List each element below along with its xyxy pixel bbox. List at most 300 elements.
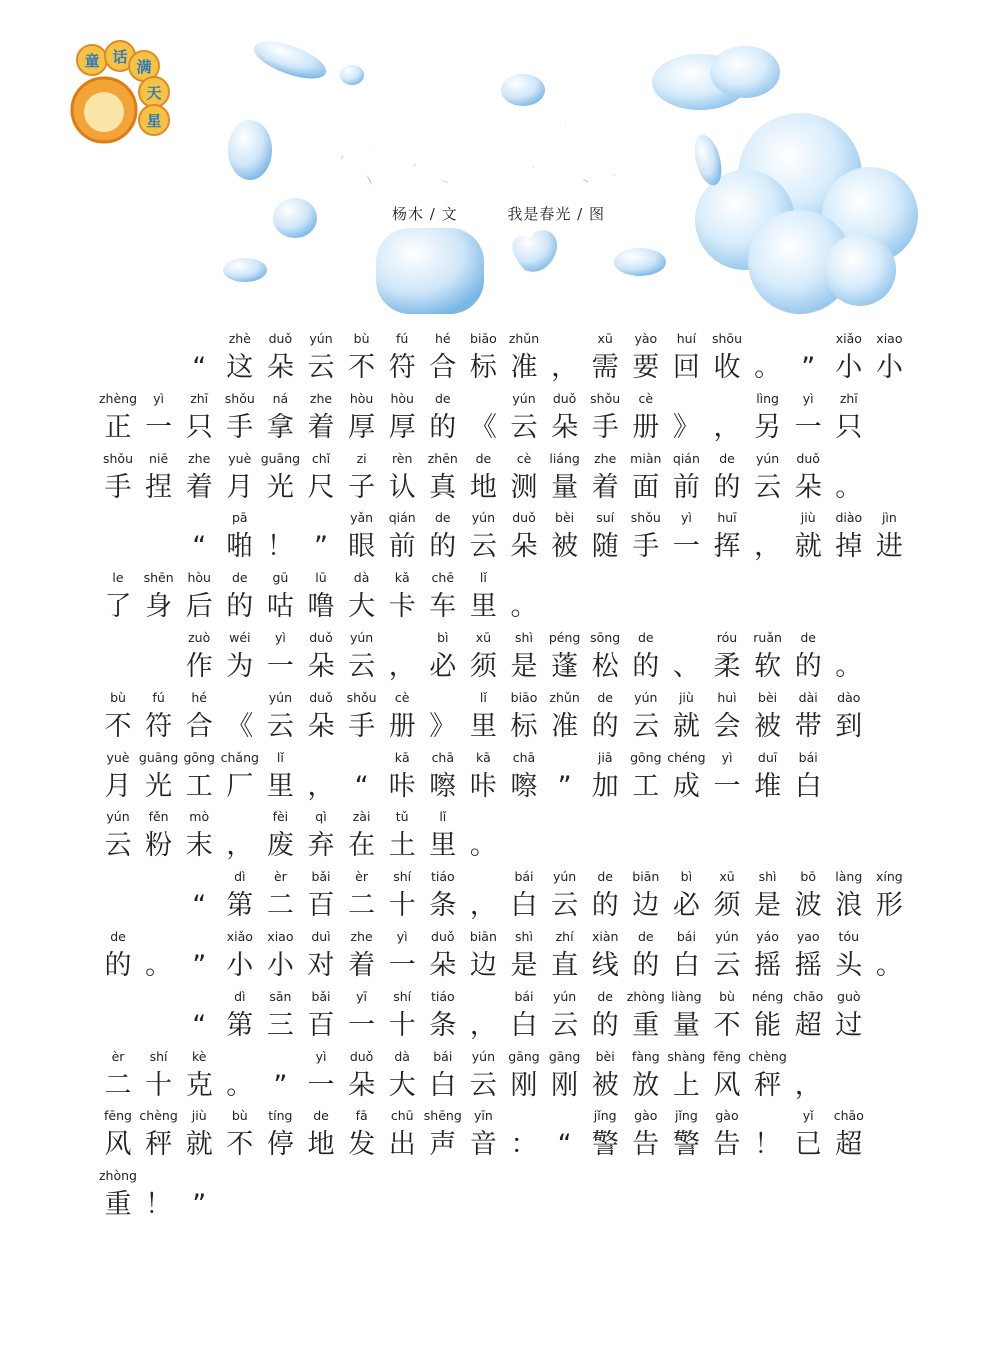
hanzi: 噜 <box>307 591 335 623</box>
hanzi: ， <box>794 1069 822 1101</box>
hanzi: 朵 <box>429 950 457 981</box>
hanzi: 告 <box>713 1129 741 1161</box>
hanzi: 工 <box>632 770 660 802</box>
pinyin: chèng <box>139 1108 178 1124</box>
pinyin: huì <box>717 689 737 705</box>
pinyin: bì <box>437 630 449 645</box>
hanzi: 月 <box>226 471 254 503</box>
hanzi: 堆 <box>754 770 782 802</box>
story-line <box>0 392 1000 452</box>
pinyin: yì <box>680 510 692 526</box>
pinyin: chāo <box>793 988 824 1004</box>
hanzi: 不 <box>104 710 132 742</box>
hanzi: 的 <box>591 710 619 742</box>
pinyin: dào <box>837 689 861 705</box>
hanzi: ， <box>754 531 782 563</box>
hanzi: 光 <box>266 471 294 503</box>
hanzi: 上 <box>672 1069 700 1101</box>
char-cell <box>463 1109 503 1169</box>
hanzi: 册 <box>632 411 660 443</box>
char-cell <box>179 1169 219 1229</box>
pinyin: de <box>597 869 613 885</box>
char-cell <box>869 332 909 392</box>
pinyin: yún <box>634 689 658 705</box>
hanzi: 只 <box>835 411 863 443</box>
hanzi: 云 <box>307 352 335 383</box>
hanzi: 准 <box>510 352 538 383</box>
char-cell <box>179 691 219 751</box>
pinyin: kǎ <box>394 570 410 586</box>
pinyin: gāng <box>508 1048 540 1064</box>
pinyin: liàng <box>671 988 702 1004</box>
hanzi: 重 <box>104 1189 132 1221</box>
hanzi: 后 <box>185 591 213 623</box>
char-cell <box>139 1169 179 1229</box>
pinyin: qì <box>315 809 327 825</box>
logo-char: 童 <box>84 52 100 70</box>
hanzi: 云 <box>348 651 376 682</box>
hanzi: ， <box>469 890 497 922</box>
hanzi: 形 <box>875 890 903 922</box>
hanzi: 能 <box>754 1009 782 1041</box>
pinyin: yì <box>274 630 286 645</box>
pinyin: yún <box>309 331 333 346</box>
hanzi: 停 <box>266 1129 294 1161</box>
hanzi: 咔 <box>469 770 497 802</box>
hanzi: 小 <box>226 950 254 981</box>
pinyin: zhǔn <box>549 689 580 705</box>
hanzi: ！ <box>266 531 294 563</box>
hanzi: 光 <box>145 770 173 802</box>
pinyin: cè <box>394 689 410 705</box>
pinyin: huí <box>676 331 697 346</box>
hanzi: 朵 <box>551 411 579 443</box>
hanzi: 合 <box>185 710 213 742</box>
hanzi: 云 <box>104 830 132 862</box>
pinyin: suí <box>596 510 615 526</box>
hanzi: 粉 <box>145 830 173 862</box>
pinyin: lìng <box>756 390 779 406</box>
pinyin: lǐ <box>276 749 284 765</box>
char-cell <box>829 691 869 751</box>
hanzi: 的 <box>429 411 457 443</box>
story-line <box>0 930 1000 990</box>
hanzi: 告 <box>632 1129 660 1161</box>
pinyin: duǒ <box>268 331 293 346</box>
pinyin: zhe <box>594 450 617 466</box>
story-line <box>0 1050 1000 1110</box>
hanzi: 被 <box>591 1069 619 1101</box>
hanzi: 前 <box>672 471 700 503</box>
pinyin: shǒu <box>224 390 255 406</box>
hanzi: ， <box>388 651 416 682</box>
pinyin: diào <box>835 510 863 526</box>
hanzi: 一 <box>145 411 173 443</box>
story-line <box>0 751 1000 811</box>
pinyin: xū <box>475 630 492 645</box>
pinyin: zhè <box>228 331 251 346</box>
pinyin: chā <box>431 749 455 765</box>
char-cell <box>423 392 463 452</box>
title-char: 朵 <box>385 120 455 202</box>
hanzi: 超 <box>794 1009 822 1041</box>
pinyin: yì <box>315 1048 327 1064</box>
hanzi: ， <box>551 352 579 383</box>
author-credit: 杨木 / 文 <box>392 205 458 223</box>
pinyin: zhe <box>309 390 333 406</box>
hanzi: 白 <box>429 1069 457 1101</box>
hanzi: 废 <box>266 830 294 862</box>
hanzi: 。 <box>226 1069 254 1101</box>
hanzi: 音 <box>469 1129 497 1161</box>
hanzi: 真 <box>429 471 457 503</box>
pinyin: fā <box>355 1108 368 1124</box>
hanzi: 三 <box>266 1009 294 1041</box>
hanzi: 百 <box>307 890 335 922</box>
pinyin: jiù <box>678 689 694 705</box>
pinyin: tiáo <box>430 988 455 1004</box>
char-cell <box>342 631 382 691</box>
char-cell <box>829 452 869 512</box>
pinyin: tóu <box>838 929 860 944</box>
char-cell <box>179 1050 219 1110</box>
pinyin: miàn <box>630 450 662 466</box>
hanzi: 合 <box>429 352 457 383</box>
hanzi: 面 <box>632 471 660 503</box>
hanzi: 回 <box>672 352 700 383</box>
hanzi: 。 <box>835 471 863 503</box>
pinyin: biāo <box>510 689 538 705</box>
hanzi: 。 <box>875 950 903 981</box>
hanzi: 《 <box>226 710 254 742</box>
hanzi: 对 <box>307 950 335 981</box>
hanzi: 大 <box>348 591 376 623</box>
hanzi: 被 <box>754 710 782 742</box>
char-cell <box>504 332 544 392</box>
hanzi: 这 <box>226 352 254 383</box>
hanzi: 眼 <box>348 531 376 563</box>
pinyin: liáng <box>549 450 580 466</box>
hanzi: “ <box>354 770 369 802</box>
hanzi: 的 <box>632 651 660 682</box>
pinyin: bǎi <box>311 988 331 1004</box>
hanzi: 会 <box>713 710 741 742</box>
char-cell <box>788 1050 828 1110</box>
pinyin: zhe <box>350 929 373 944</box>
pinyin: shì <box>515 929 533 944</box>
hanzi: 认 <box>388 471 416 503</box>
hanzi: 需 <box>591 352 619 383</box>
hanzi: 着 <box>307 411 335 443</box>
pinyin: dài <box>798 689 818 705</box>
hanzi: 车 <box>429 591 457 623</box>
hanzi: 是 <box>754 890 782 922</box>
hanzi: 一 <box>794 411 822 443</box>
hanzi: 的 <box>794 651 822 682</box>
char-cell <box>788 452 828 512</box>
pinyin: yún <box>106 809 130 825</box>
hanzi: 必 <box>429 651 457 682</box>
pinyin: bǎi <box>311 869 331 885</box>
hanzi: 警 <box>591 1129 619 1161</box>
pinyin: guò <box>837 988 861 1004</box>
char-cell <box>707 332 747 392</box>
char-cell <box>98 1169 138 1229</box>
hanzi: 嚓 <box>429 770 457 802</box>
hanzi: 》 <box>672 411 700 443</box>
hanzi: 身 <box>145 591 173 623</box>
pinyin: xíng <box>876 869 903 885</box>
hanzi: 量 <box>551 471 579 503</box>
title-char: 云 <box>310 118 380 200</box>
hanzi: 子 <box>348 471 376 503</box>
pinyin: yǎn <box>350 510 374 526</box>
hanzi: 的 <box>591 890 619 922</box>
logo-char: 星 <box>146 112 162 130</box>
pinyin: chèng <box>748 1048 787 1064</box>
hanzi: 作 <box>185 651 213 682</box>
hanzi: 着 <box>348 950 376 981</box>
story-line <box>0 870 1000 930</box>
char-cell <box>707 511 747 571</box>
hanzi: 标 <box>510 710 538 742</box>
hanzi: 二 <box>348 890 376 922</box>
hanzi: 浪 <box>835 890 863 922</box>
pinyin: duǒ <box>796 450 820 466</box>
hanzi: 里 <box>429 830 457 862</box>
hanzi: 出 <box>388 1129 416 1161</box>
hanzi: 不 <box>226 1129 254 1161</box>
char-cell <box>788 631 828 691</box>
hanzi: 的 <box>632 950 660 981</box>
pinyin: bèi <box>555 510 575 526</box>
hanzi: ” <box>273 1069 288 1101</box>
hanzi: 十 <box>388 890 416 922</box>
hanzi: 白 <box>510 890 538 922</box>
hanzi: 云 <box>632 710 660 742</box>
hanzi: 摇 <box>754 950 782 981</box>
pinyin: bù <box>110 689 126 705</box>
hanzi: 十 <box>145 1069 173 1101</box>
hanzi: 柔 <box>713 651 741 682</box>
hanzi: 声 <box>429 1129 457 1161</box>
hanzi: 到 <box>835 710 863 742</box>
pinyin: zhí <box>555 929 574 944</box>
hanzi: 条 <box>429 890 457 922</box>
hanzi: 着 <box>185 471 213 503</box>
pinyin: xū <box>597 331 613 346</box>
pinyin: chū <box>390 1108 414 1124</box>
logo-char: 话 <box>112 48 128 66</box>
pinyin: èr <box>355 869 369 885</box>
hanzi: 进 <box>875 531 903 563</box>
pinyin: rèn <box>391 450 413 466</box>
hanzi: 。 <box>754 352 782 383</box>
pinyin: yǐ <box>802 1108 814 1124</box>
hanzi: 厂 <box>226 770 254 802</box>
pinyin: bù <box>231 1108 248 1124</box>
pinyin: qián <box>388 510 416 526</box>
pinyin: xiǎo <box>226 929 253 944</box>
char-cell <box>98 930 138 990</box>
pinyin: duǒ <box>552 390 577 406</box>
pinyin: de <box>231 570 248 586</box>
hanzi: 册 <box>388 710 416 742</box>
pinyin: néng <box>751 988 784 1004</box>
title-char: 记 <box>600 113 670 195</box>
hanzi: 手 <box>348 710 376 742</box>
hanzi: 风 <box>104 1129 132 1161</box>
hanzi: 挥 <box>713 531 741 563</box>
hanzi: 大 <box>388 1069 416 1101</box>
pinyin: péng <box>548 630 581 645</box>
pinyin: de <box>597 689 613 705</box>
story-line <box>0 571 1000 631</box>
hanzi: 准 <box>551 710 579 742</box>
pinyin: jǐng <box>593 1108 617 1124</box>
pinyin: gāng <box>548 1048 581 1064</box>
char-cell <box>139 930 179 990</box>
char-cell <box>179 810 219 870</box>
pinyin: shǒu <box>346 689 377 705</box>
char-cell <box>788 751 828 811</box>
hanzi: 掉 <box>835 531 863 563</box>
pinyin: chéng <box>667 749 706 765</box>
hanzi: 标 <box>469 352 497 383</box>
pinyin: chā <box>512 749 536 765</box>
pinyin: kā <box>394 749 410 765</box>
hanzi: 过 <box>835 1009 863 1041</box>
char-cell <box>666 392 706 452</box>
pinyin: de <box>637 630 654 645</box>
pinyin: biān <box>469 929 497 944</box>
hanzi: 带 <box>794 710 822 742</box>
hanzi: 发 <box>348 1129 376 1161</box>
hanzi: 一 <box>672 531 700 563</box>
hanzi: 随 <box>591 531 619 563</box>
story-line <box>0 631 1000 691</box>
pinyin: shàng <box>667 1048 706 1064</box>
pinyin: gōng <box>630 749 662 765</box>
pinyin: fèi <box>272 809 289 825</box>
hanzi: 地 <box>307 1129 335 1161</box>
pinyin: duǒ <box>431 929 455 944</box>
logo-char: 满 <box>136 58 152 76</box>
pinyin: gōng <box>183 749 215 765</box>
pinyin: duì <box>311 929 331 944</box>
char-cell <box>423 810 463 870</box>
hanzi: 朵 <box>307 651 335 682</box>
char-cell <box>463 810 503 870</box>
char-cell <box>626 631 666 691</box>
char-cell <box>829 392 869 452</box>
pinyin: hé <box>434 331 451 346</box>
pinyin: xiǎo <box>835 331 862 346</box>
pinyin: zhēn <box>427 450 458 466</box>
pinyin: zhèng <box>98 390 138 406</box>
pinyin: xiàn <box>591 929 619 944</box>
hanzi: 已 <box>794 1129 822 1161</box>
pinyin: hòu <box>390 390 414 406</box>
hanzi: “ <box>192 1009 207 1041</box>
hanzi: 咔 <box>388 770 416 802</box>
hanzi: 着 <box>591 471 619 503</box>
pinyin: shēng <box>423 1108 462 1124</box>
hanzi: 地 <box>469 471 497 503</box>
hanzi: 土 <box>388 830 416 862</box>
pinyin: duī <box>757 749 778 765</box>
hanzi: 克 <box>185 1069 213 1101</box>
pinyin: shì <box>758 869 777 885</box>
hanzi: 。 <box>145 950 173 981</box>
pinyin: yún <box>471 1048 496 1064</box>
pinyin: sān <box>269 988 292 1004</box>
hanzi: 条 <box>429 1009 457 1041</box>
pinyin: fēng <box>713 1048 741 1064</box>
pinyin: de <box>800 630 816 645</box>
char-cell <box>829 930 869 990</box>
pinyin: bèi <box>758 689 778 705</box>
pinyin: qián <box>672 450 700 466</box>
hanzi: 收 <box>713 352 741 383</box>
hanzi: ， <box>226 830 254 862</box>
char-cell <box>260 511 300 571</box>
title-char: 回 <box>463 127 523 197</box>
hanzi: 一 <box>348 1009 376 1041</box>
hanzi: 朵 <box>266 352 294 383</box>
pinyin: shì <box>515 630 533 645</box>
hanzi: 为 <box>226 651 254 682</box>
pinyin: sōng <box>590 630 621 645</box>
hanzi: 。 <box>835 651 863 682</box>
pinyin: de <box>434 510 451 526</box>
pinyin: jìn <box>881 510 897 526</box>
hanzi: 要 <box>632 352 660 383</box>
pinyin: jǐng <box>674 1108 698 1124</box>
pinyin: mò <box>189 809 210 825</box>
hanzi: ” <box>314 531 328 563</box>
hanzi: 十 <box>388 1009 416 1041</box>
pinyin: zhòng <box>626 988 665 1004</box>
pinyin: bù <box>719 988 735 1004</box>
hanzi: 啪 <box>226 531 254 563</box>
pinyin: xū <box>719 869 735 885</box>
pinyin: zài <box>352 809 371 825</box>
pinyin: fěn <box>148 809 169 825</box>
pinyin: yún <box>715 929 739 944</box>
pinyin: gào <box>634 1108 658 1124</box>
hanzi: 线 <box>591 950 619 981</box>
hanzi: 手 <box>591 411 619 443</box>
pinyin: shí <box>393 869 412 885</box>
pinyin: zhī <box>839 390 858 406</box>
pinyin: gū <box>272 570 289 586</box>
pinyin: èr <box>111 1048 125 1064</box>
pinyin: chē <box>431 570 455 586</box>
pinyin: niē <box>149 450 169 466</box>
hanzi: 就 <box>672 710 700 742</box>
hanzi: ， <box>713 411 741 443</box>
hanzi: 云 <box>754 471 782 503</box>
hanzi: 就 <box>794 531 822 563</box>
hanzi: 边 <box>469 950 497 981</box>
char-cell <box>869 511 909 571</box>
hanzi: 。 <box>469 830 497 862</box>
hanzi: 秤 <box>145 1129 173 1161</box>
hanzi: 厚 <box>388 411 416 443</box>
pinyin: hòu <box>187 570 211 586</box>
pinyin: shí <box>149 1048 168 1064</box>
